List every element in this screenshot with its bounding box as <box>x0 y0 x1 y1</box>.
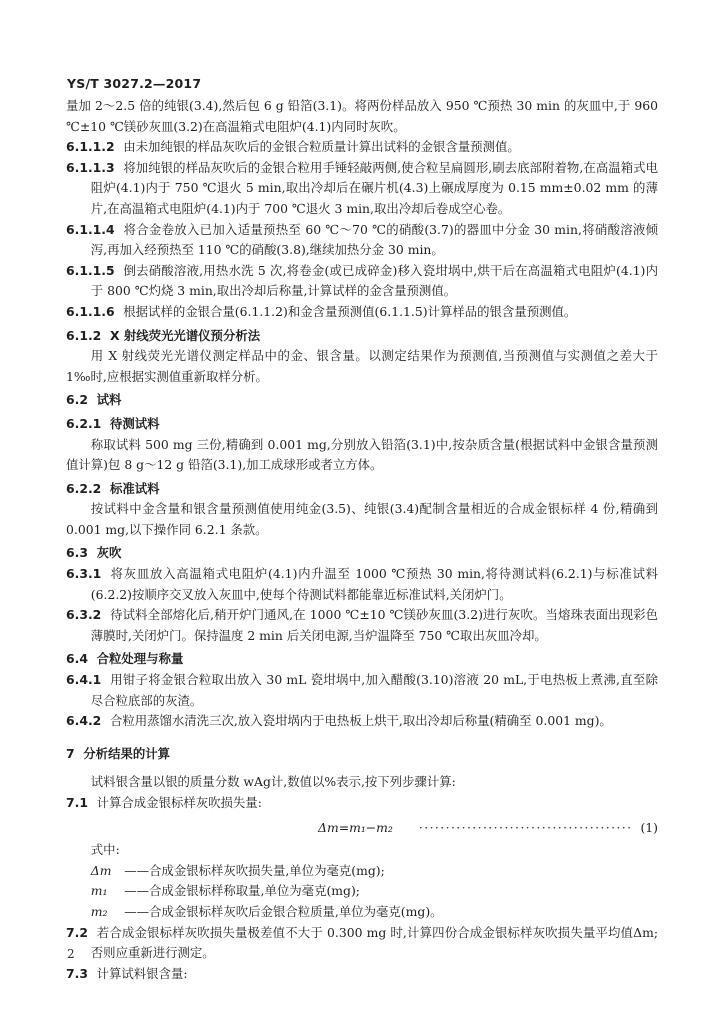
clause-number: 6.1.1.4 <box>66 221 115 237</box>
clause-number: 7.2 <box>66 924 88 940</box>
clause-number: 7.3 <box>66 965 88 981</box>
clause-6-1-1-4 <box>66 220 658 261</box>
formula-1 <box>66 818 658 839</box>
clause-text: 若合成金银标样灰吹损失量极差值不大于 0.300 mg 时,计算四份合成金银标样灰吹损失量平均值Δm;否则应重新进行测定。 <box>90 924 658 961</box>
heading-number: 6.4 <box>66 651 88 667</box>
clause-7-1 <box>66 793 658 814</box>
clause-number: 6.4.1 <box>66 672 102 688</box>
heading-number: 6.1.2 <box>66 327 102 343</box>
clause-number: 7.1 <box>66 795 88 810</box>
equation-number: (1) <box>640 819 658 835</box>
clause-text: 合粒用蒸馏水清洗三次,放入瓷坩埚内于电热板上烘干,取出冷却后称量(精确至 0.001 mg)。 <box>109 713 612 729</box>
clause-number: 6.3.2 <box>66 607 102 623</box>
symbol: Δm <box>90 862 112 878</box>
clause-number: 6.3.1 <box>66 566 102 582</box>
heading-number: 6.2.1 <box>66 415 102 431</box>
clause-6-3-2 <box>66 605 658 646</box>
heading-7 <box>66 744 658 765</box>
clause-6-1-1-2 <box>66 137 658 158</box>
definition: 合成金银标样灰吹损失量,单位为毫克(mg); <box>149 862 385 878</box>
heading-number: 6.3 <box>66 545 88 561</box>
dash: —— <box>124 883 150 899</box>
clause-6-3-1 <box>66 564 658 605</box>
document-body <box>66 96 658 984</box>
heading-6-2-1 <box>66 414 658 435</box>
definition: 合成金银标样灰吹后金银合粒质量,单位为毫克(mg)。 <box>149 903 443 919</box>
heading-6-2-2 <box>66 479 658 500</box>
paragraph-6-1-2: 用 X 射线荧光光谱仪测定样品中的金、银含量。以测定结果作为预测值,当预测值与实测值之差大于 1‰时,应根据实测值重新取样分析。 <box>66 348 658 384</box>
page-number: 2 <box>67 947 75 961</box>
heading-title: 标准试料 <box>109 480 160 496</box>
symbol: m₂ <box>90 903 108 919</box>
symbol: m₁ <box>90 883 108 899</box>
clause-number: 6.4.2 <box>66 713 102 729</box>
where-label: 式中: <box>90 842 120 858</box>
clause-number: 6.1.1.6 <box>66 303 115 319</box>
heading-number: 7 <box>66 745 75 761</box>
clause-text: 根据试样的金银合量(6.1.1.2)和金含量预测值(6.1.1.5)计算样品的银含量预测值。 <box>123 303 577 319</box>
heading-title: X 射线荧光光谱仪预分析法 <box>109 327 261 343</box>
clause-number: 6.1.1.3 <box>66 159 115 175</box>
clause-6-4-1 <box>66 670 658 711</box>
clause-text: 将加纯银的样品灰吹后的金银合粒用手锤轻敲两侧,使合粒呈扁圆形,刷去底部附着物,在高温箱式电阻炉(4.1)内于 750 ℃退火 5 min,取出冷却后在碾片机(4.3)上碾成厚度为 0.15 mm±0.02 mm 的薄片,在高温箱式电阻炉(4.1)内于 700 ℃退火 3 min,取出冷却后卷成空心卷。 <box>90 159 658 216</box>
heading-title: 灰吹 <box>96 545 122 561</box>
where-item-m2 <box>66 902 658 923</box>
heading-number: 6.2.2 <box>66 480 102 496</box>
heading-6-2 <box>66 390 658 411</box>
clause-text: 计算合成金银标样灰吹损失量: <box>96 795 262 810</box>
clause-text: 将合金卷放入已加入适量预热至 60 ℃～70 ℃的硝酸(3.7)的器皿中分金 30 min,将硝酸溶液倾泻,再加入经预热至 110 ℃的硝酸(3.8),继续加热分金 30 min。 <box>90 221 658 258</box>
clause-text: 由未加纯银的样品灰吹后的金银合粒质量计算出试料的金银含量预测值。 <box>123 139 520 155</box>
document-code-header: YS/T 3027.2—2017 <box>67 76 202 91</box>
formula-leader-dots: ········································ <box>418 819 633 835</box>
heading-title: 试料 <box>96 392 122 408</box>
heading-title: 合粒处理与称量 <box>96 651 184 667</box>
clause-6-1-1-3 <box>66 158 658 220</box>
where-item-delta-m <box>66 861 658 882</box>
clause-text: 将灰皿放入高温箱式电阻炉(4.1)内升温至 1000 ℃预热 30 min,将待测试料(6.2.1)与标准试料(6.2.2)按顺序交叉放入灰皿中,使每个待测试料都能靠近标准试料,关闭炉门。 <box>90 566 658 602</box>
dash: —— <box>124 903 150 919</box>
clause-number: 6.1.1.5 <box>66 262 115 278</box>
heading-6-1-2 <box>66 326 658 347</box>
heading-6-3 <box>66 543 658 564</box>
where-item-m1 <box>66 881 658 902</box>
definition: 合成金银标样称取量,单位为毫克(mg); <box>149 883 360 899</box>
clause-text: 计算试料银含量: <box>96 965 188 981</box>
clause-6-4-2 <box>66 711 658 732</box>
dash: —— <box>124 862 150 878</box>
clause-7-2 <box>66 923 658 964</box>
clause-text: 倒去硝酸溶液,用热水洗 5 次,将卷金(或已成碎金)移入瓷坩埚中,烘干后在高温箱式电阻炉(4.1)内于 800 ℃灼烧 3 min,取出冷却后称量,计算试样的金含量预测值。 <box>90 262 658 299</box>
clause-7-3 <box>66 964 658 985</box>
heading-title: 待测试料 <box>109 415 160 431</box>
clause-number: 6.1.1.2 <box>66 139 115 155</box>
paragraph-6-2-2: 按试料中金含量和银含量预测值使用纯金(3.5)、纯银(3.4)配制含量相近的合成金银标样 4 份,精确到 0.001 mg,以下操作同 6.2.1 条款。 <box>66 501 658 537</box>
paragraph-6-2-1: 称取试料 500 mg 三份,精确到 0.001 mg,分别放入铅箔(3.1)中,按杂质含量(根据试料中金银含量预测值计算)包 8 g～12 g 铅箔(3.1),加工成球形或者立方体。 <box>66 436 658 473</box>
formula-expression: Δm=m₁−m₂ <box>318 819 393 835</box>
clause-6-1-1-6 <box>66 302 658 323</box>
clause-text: 待试料全部熔化后,稍开炉门通风,在 1000 ℃±10 ℃镁砂灰皿(3.2)进行灰吹。当熔珠表面出现彩色薄膜时,关闭炉门。保持温度 2 min 后关闭电源,当炉温降至 750 ℃取出灰皿冷却。 <box>90 607 658 643</box>
heading-number: 6.2 <box>66 392 88 408</box>
clause-6-1-1-5 <box>66 261 658 302</box>
clause-text: 用钳子将金银合粒取出放入 30 mL 瓷坩埚中,加入醋酸(3.10)溶液 20 mL,于电热板上煮沸,直至除尽合粒底部的灰渣。 <box>90 672 658 708</box>
paragraph-7-intro: 试料银含量以银的质量分数 wAg计,数值以%表示,按下列步骤计算: <box>90 774 456 790</box>
heading-6-4 <box>66 649 658 670</box>
paragraph-continuation: 量加 2～2.5 倍的纯银(3.4),然后包 6 g 铅箔(3.1)。将两份样品放入 950 ℃预热 30 min 的灰皿中,于 960 ℃±10 ℃镁砂灰皿(3.2)在高温箱式电阻炉(4.1)内同时灰吹。 <box>66 98 658 134</box>
heading-title: 分析结果的计算 <box>83 745 171 761</box>
